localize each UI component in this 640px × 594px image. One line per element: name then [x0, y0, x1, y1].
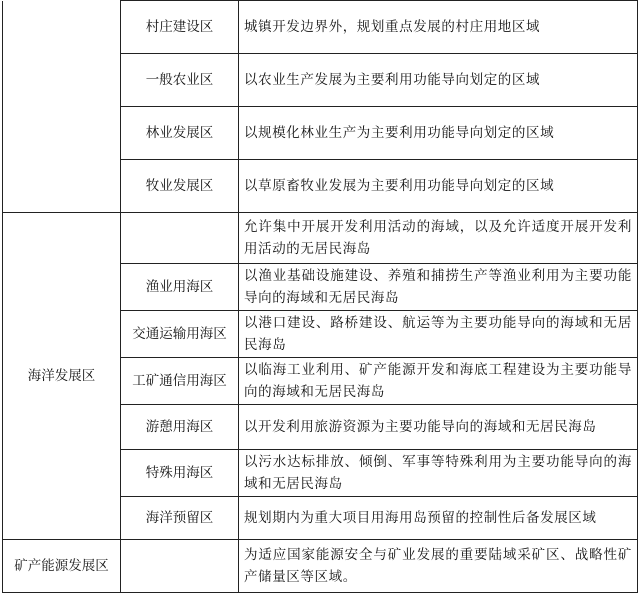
- table-row: [3, 540, 638, 593]
- subcategory-cell: 村庄建设区: [121, 1, 239, 54]
- description-cell: 以污水达标排放、倾倒、军事等特殊利用为主要功能导向的海域和无居民海岛: [239, 450, 638, 497]
- category-cell-marine: 海洋发展区: [3, 213, 121, 540]
- description-cell: 以规模化林业生产为主要利用功能导向划定的区域: [239, 107, 638, 160]
- description-cell: 以草原畜牧业发展为主要利用功能导向划定的区域: [239, 160, 638, 213]
- subcategory-cell: 游憩用海区: [121, 405, 239, 450]
- description-cell: 以开发利用旅游资源为主要功能导向的海域和无居民海岛: [239, 405, 638, 450]
- table-row: [3, 213, 638, 264]
- subcategory-cell: 特殊用海区: [121, 450, 239, 497]
- category-cell-mineral: 矿产能源发展区: [3, 540, 121, 593]
- category-cell-empty: [3, 1, 121, 213]
- subcategory-cell: 渔业用海区: [121, 264, 239, 311]
- subcategory-cell: 交通运输用海区: [121, 311, 239, 358]
- subcategory-cell: 牧业发展区: [121, 160, 239, 213]
- subcategory-cell-empty: [121, 540, 239, 593]
- table-row: [3, 1, 638, 54]
- description-cell: 以农业生产发展为主要利用功能导向划定的区域: [239, 54, 638, 107]
- subcategory-cell: 林业发展区: [121, 107, 239, 160]
- subcategory-cell: 一般农业区: [121, 54, 239, 107]
- description-cell: 以港口建设、路桥建设、航运等为主要功能导向的海域和无居民海岛: [239, 311, 638, 358]
- subcategory-cell: 工矿通信用海区: [121, 358, 239, 405]
- description-cell: 以渔业基础设施建设、养殖和捕捞生产等渔业利用为主要功能导向的海域和无居民海岛: [239, 264, 638, 311]
- description-cell: 规划期内为重大项目用海用岛预留的控制性后备发展区域: [239, 497, 638, 540]
- description-cell: 城镇开发边界外，规划重点发展的村庄用地区域: [239, 1, 638, 54]
- description-cell: 允许集中开展开发利用活动的海域，以及允许适度开展开发利用活动的无居民海岛: [239, 213, 638, 264]
- zoning-table: [2, 0, 638, 593]
- description-cell: 为适应国家能源安全与矿业发展的重要陆域采矿区、战略性矿产储量区等区域。: [239, 540, 638, 593]
- subcategory-cell: 海洋预留区: [121, 497, 239, 540]
- subcategory-cell-empty: [121, 213, 239, 264]
- description-cell: 以临海工业利用、矿产能源开发和海底工程建设为主要功能导向的海域和无居民海岛: [239, 358, 638, 405]
